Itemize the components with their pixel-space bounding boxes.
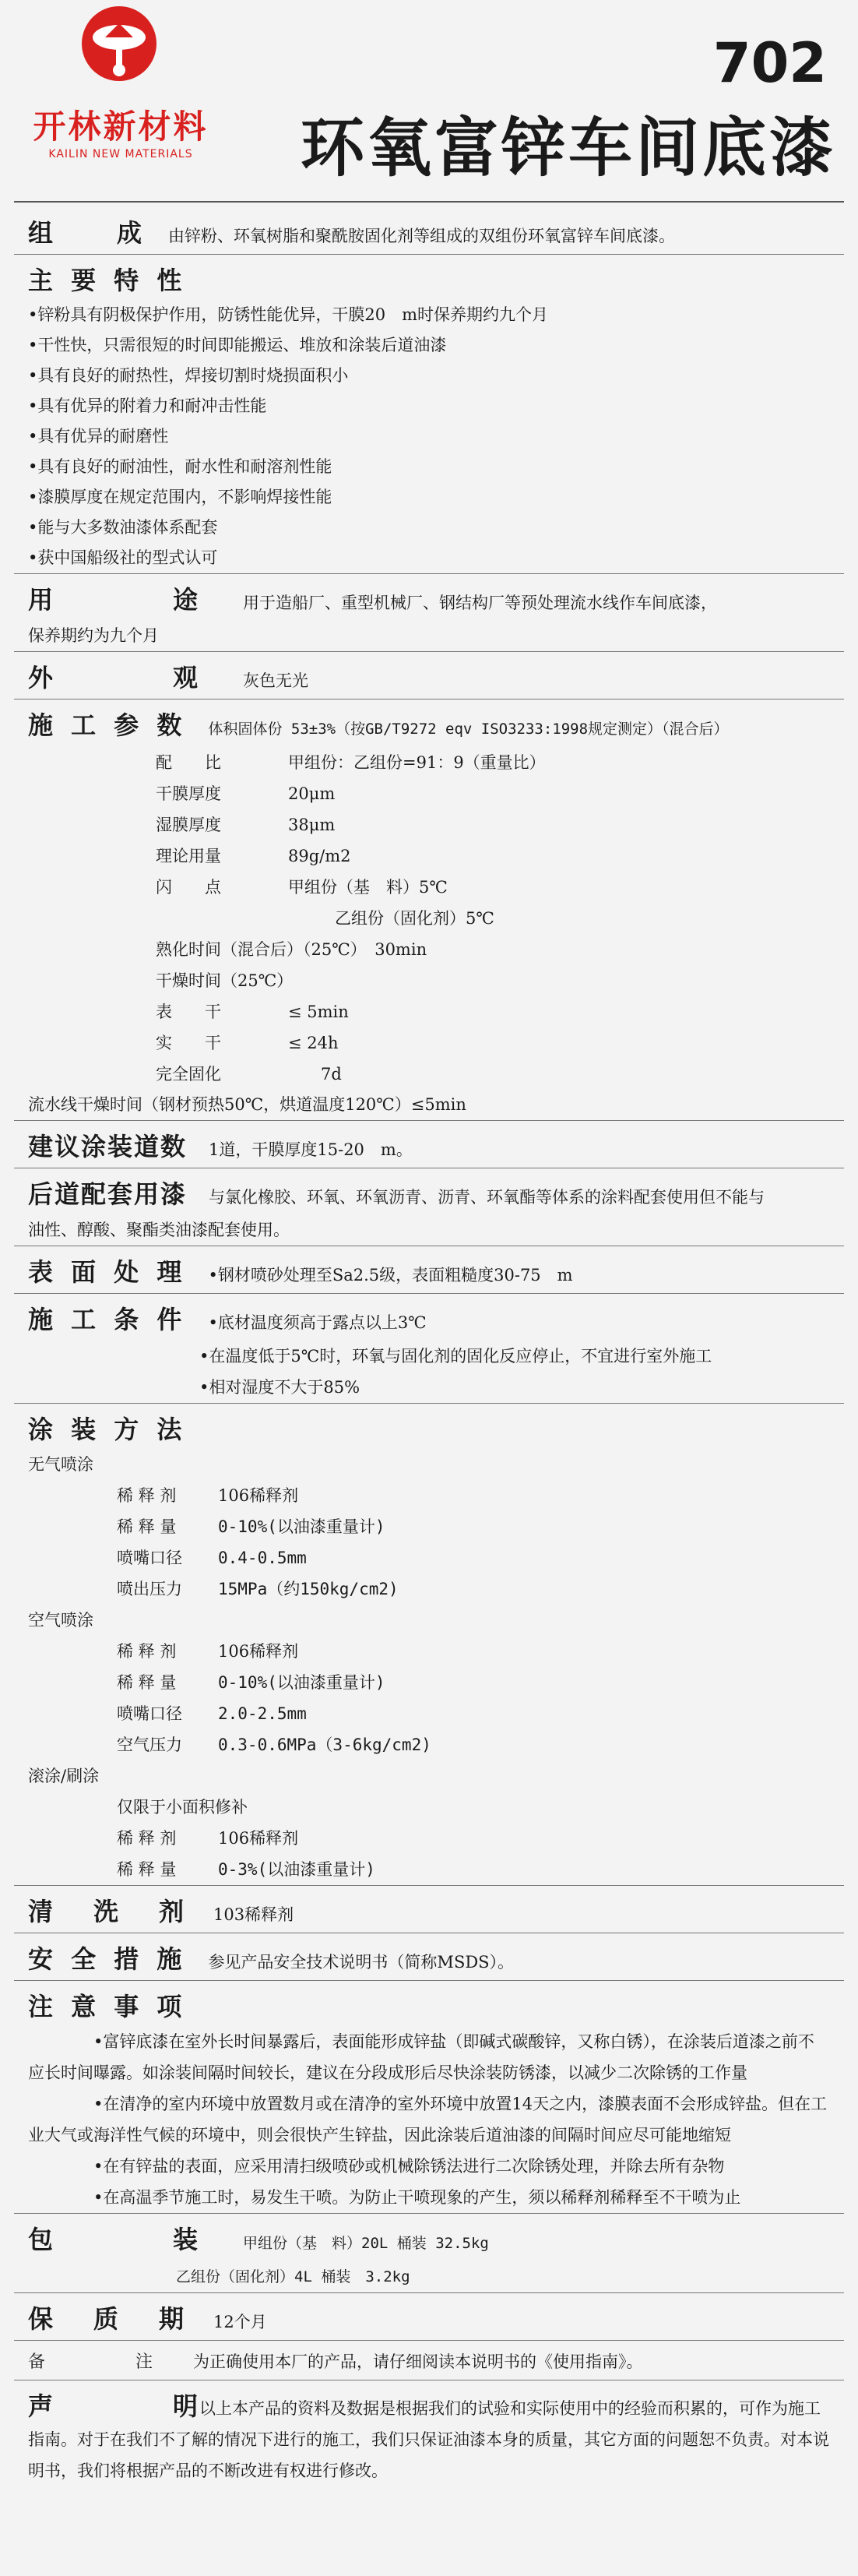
- section-text: 由锌粉、环氧树脂和聚酰胺固化剂等组成的双组份环氧富锌车间底漆。: [168, 227, 676, 245]
- section-title: 注 意 事 项: [28, 1992, 187, 2021]
- section-title: 表 面 处 理: [28, 1257, 187, 1287]
- section-title: 保 质 期: [28, 2304, 192, 2334]
- feature-item: •具有良好的耐热性，焊接切割时烧损面积小: [28, 366, 349, 385]
- section-text: 用于造船厂、重型机械厂、钢结构厂等预处理流水线作车间底漆，: [243, 594, 718, 612]
- section-statement: [0, 2380, 858, 2486]
- product-code: 702: [712, 31, 827, 95]
- method-label: 喷嘴口径: [117, 1549, 182, 1567]
- section-notes: [0, 1981, 858, 2213]
- section-safety: [0, 1933, 858, 1980]
- method-label: 喷出压力: [117, 1580, 182, 1598]
- method-value: 106稀释剂: [218, 1486, 299, 1505]
- section-title: 声 明: [28, 2391, 222, 2421]
- company-logo: [82, 6, 156, 81]
- param-row: [156, 778, 858, 809]
- method-group-name: 滚涂/刷涂: [28, 1767, 100, 1785]
- brand-name-cn: 开林新材料: [33, 107, 209, 146]
- section-features: [0, 255, 858, 573]
- section-text: •底材温度须高于露点以上3℃: [208, 1313, 427, 1332]
- note-para: •富锌底漆在室外长时间暴露后，表面能形成锌盐（即碱式碳酸锌，又称白锈），在涂装后道漆之前不应长时间曝露。如涂装间隔时间较长，建议在分段成形后尽快涂装防锈漆，以减少二次除锈的工作量: [28, 2032, 814, 2082]
- param-value: 甲组份：乙组份=91：9（重量比）: [288, 753, 546, 772]
- method-value: 2.0-2.5mm: [218, 1704, 307, 1723]
- section-title: 清 洗 剂: [28, 1897, 192, 1926]
- method-group-name: 空气喷涂: [28, 1611, 93, 1630]
- method-label: 稀 释 剂: [117, 1486, 177, 1505]
- section-cleaning: [0, 1886, 858, 1933]
- param-row: [156, 840, 858, 872]
- section-surface: [0, 1246, 858, 1293]
- method-note: 仅限于小面积修补: [117, 1798, 248, 1817]
- pack-line: 乙组份（固化剂）4L 桶装 3.2kg: [176, 2268, 410, 2285]
- param-value: 20μm: [288, 784, 336, 803]
- section-title: 施 工 参 数: [28, 710, 187, 740]
- section-title: 安 全 措 施: [28, 1944, 187, 1974]
- statement-text: 以上本产品的资料及数据是根据我们的试验和实际使用中的经验而积累的，可作为施工指南。对于在我们不了解的情况下进行的施工，我们只保证油漆本身的质量，其它方面的问题恕不负责。对本说明书，我们将根据产品的不断改进有权进行修改。: [28, 2399, 829, 2480]
- method-value: 106稀释剂: [218, 1829, 299, 1848]
- section-coats: [0, 1121, 858, 1168]
- solids-text: 体积固体份 53±3%（按GB/T9272 eqv ISO3233:1998规定测定）（混合后）: [208, 721, 729, 738]
- dry-time-title: 干燥时间（25℃）: [156, 971, 294, 990]
- section-title: 包 装: [28, 2225, 222, 2254]
- section-composition: [0, 203, 858, 254]
- param-value: 7d: [288, 1065, 342, 1084]
- param-label: 闪 点: [156, 878, 221, 897]
- section-methods: [0, 1404, 858, 1885]
- param-value: 甲组份（基 料）5℃: [288, 878, 448, 897]
- section-shelf: [0, 2293, 858, 2340]
- section-conditions: [0, 1294, 858, 1403]
- param-label: 完全固化: [156, 1065, 221, 1084]
- section-title: 后道配套用漆: [28, 1179, 188, 1209]
- param-row: [156, 1059, 858, 1090]
- brand-name-en: KAILIN NEW MATERIALS: [48, 148, 193, 160]
- section-subsequent: [0, 1168, 858, 1246]
- method-value: 0-3%(以油漆重量计): [218, 1860, 375, 1879]
- section-text: 灰色无光: [243, 671, 309, 690]
- method-item: [0, 1511, 858, 1542]
- param-label: 配 比: [156, 753, 221, 772]
- note-para: •在有锌盐的表面，应采用清扫级喷砂或机械除锈法进行二次除锈处理，并除去所有杂物: [93, 2157, 725, 2176]
- method-label: 空气压力: [117, 1736, 182, 1754]
- feature-item: •锌粉具有阴极保护作用，防锈性能优异，干膜20 m时保养期约九个月: [28, 305, 549, 324]
- section-text: 103稀释剂: [213, 1905, 294, 1924]
- method-value: 0-10%(以油漆重量计): [218, 1517, 385, 1536]
- note-para: •在清净的室内环境中放置数月或在清净的室外环境中放置14天之内，漆膜表面不会形成锌盐。但在工业大气或海洋性气候的环境中，则会很快产生锌盐，因此涂装后道油漆的间隔时间应尽可能地缩短: [28, 2095, 828, 2144]
- feature-item: •具有优异的附着力和耐冲击性能: [28, 396, 267, 415]
- section-text: 为正确使用本厂的产品，请仔细阅读本说明书的《使用指南》。: [193, 2352, 643, 2371]
- note-para: •在高温季节施工时，易发生干喷。为防止干喷现象的产生，须以稀释剂稀释至不干喷为止: [93, 2188, 741, 2207]
- line-dry-time: 流水线干燥时间（钢材预热50℃，烘道温度120℃）≤5min: [28, 1095, 466, 1114]
- param-row: [156, 1027, 858, 1059]
- params-block: [0, 747, 858, 1090]
- feature-item: •干性快，只需很短的时间即能搬运、堆放和涂装后道油漆: [28, 336, 447, 354]
- method-group-name: 无气喷涂: [28, 1455, 93, 1474]
- method-item: [0, 1729, 858, 1760]
- document-body: [0, 201, 858, 2486]
- method-label: 稀 释 量: [117, 1673, 177, 1692]
- section-text: 1道，干膜厚度15-20 m。: [209, 1140, 413, 1159]
- feature-item: •具有优异的耐磨性: [28, 427, 169, 446]
- method-item: [0, 1573, 858, 1605]
- section-title: 施 工 条 件: [28, 1305, 187, 1334]
- section-title: 涂 装 方 法: [28, 1415, 187, 1444]
- method-label: 喷嘴口径: [117, 1704, 182, 1723]
- param-row: [156, 872, 858, 903]
- method-item: [0, 1667, 858, 1698]
- param-row: [156, 747, 858, 778]
- section-packaging: [0, 2214, 858, 2292]
- section-usage: [0, 574, 858, 651]
- section-appearance: [0, 652, 858, 699]
- pack-line: 甲组份（基 料）20L 桶装 32.5kg: [243, 2235, 489, 2252]
- method-item: [0, 1854, 858, 1885]
- section-title: 建议涂装道数: [28, 1132, 188, 1161]
- section-title: 用 途: [28, 585, 222, 615]
- method-item: [0, 1823, 858, 1854]
- section-params: [0, 700, 858, 1120]
- method-value: 0.4-0.5mm: [218, 1549, 307, 1567]
- section-title: 外 观: [28, 663, 222, 692]
- section-remark: [0, 2341, 858, 2380]
- param-label: 干膜厚度: [156, 784, 221, 803]
- method-value: 0.3-0.6MPa（3-6kg/cm2): [218, 1736, 431, 1754]
- section-text: 12个月: [213, 2313, 267, 2331]
- method-value: 15MPa（约150kg/cm2): [218, 1580, 399, 1598]
- product-title: 环氧富锌车间底漆: [300, 111, 836, 185]
- param-label: 湿膜厚度: [156, 816, 221, 834]
- param-value: ≤ 5min: [288, 1003, 349, 1021]
- method-value: 106稀释剂: [218, 1642, 299, 1661]
- param-row: [156, 809, 858, 840]
- param-label: 理论用量: [156, 847, 221, 865]
- feature-item: •能与大多数油漆体系配套: [28, 518, 218, 537]
- section-text-cont: 油性、醇酸、聚酯类油漆配套使用。: [28, 1221, 290, 1239]
- section-text: 与氯化橡胶、环氧、环氧沥青、沥青、环氧酯等体系的涂料配套使用但不能与: [209, 1188, 765, 1207]
- curing-time: 熟化时间（混合后）（25℃） 30min: [156, 940, 427, 959]
- param-value: ≤ 24h: [288, 1034, 339, 1052]
- section-title: 备 注: [28, 2352, 172, 2372]
- section-title: 组 成: [28, 218, 147, 248]
- method-label: 稀 释 量: [117, 1860, 177, 1879]
- method-item: [0, 1480, 858, 1511]
- param-value: 38μm: [288, 816, 336, 834]
- feature-item: •漆膜厚度在规定范围内，不影响焊接性能: [28, 488, 332, 506]
- method-label: 稀 释 剂: [117, 1642, 177, 1661]
- section-text: 参见产品安全技术说明书（简称MSDS）。: [208, 1953, 515, 1972]
- param-label: 实 干: [156, 1034, 221, 1052]
- section-title: 主 要 特 性: [28, 266, 187, 295]
- feature-item: •获中国船级社的型式认可: [28, 548, 218, 567]
- param-value: 89g/m2: [288, 847, 351, 865]
- feature-item: •具有良好的耐油性，耐水性和耐溶剂性能: [28, 457, 332, 476]
- condition-item: •相对湿度不大于85%: [199, 1378, 360, 1397]
- section-text-cont: 保养期约为九个月: [28, 626, 159, 645]
- method-item: [0, 1636, 858, 1667]
- param-value: 乙组份（固化剂）5℃: [335, 909, 494, 928]
- param-row: [156, 903, 858, 934]
- method-label: 稀 释 剂: [117, 1829, 177, 1848]
- condition-item: •在温度低于5℃时，环氧与固化剂的固化反应停止，不宜进行室外施工: [199, 1347, 712, 1366]
- section-text: •钢材喷砂处理至Sa2.5级，表面粗糙度30-75 m: [208, 1266, 573, 1284]
- method-label: 稀 释 量: [117, 1517, 177, 1536]
- param-label: 表 干: [156, 1003, 221, 1021]
- document-header: [0, 0, 858, 201]
- param-row: [156, 996, 858, 1027]
- method-item: [0, 1698, 858, 1729]
- method-value: 0-10%(以油漆重量计): [218, 1673, 385, 1692]
- method-item: [0, 1542, 858, 1573]
